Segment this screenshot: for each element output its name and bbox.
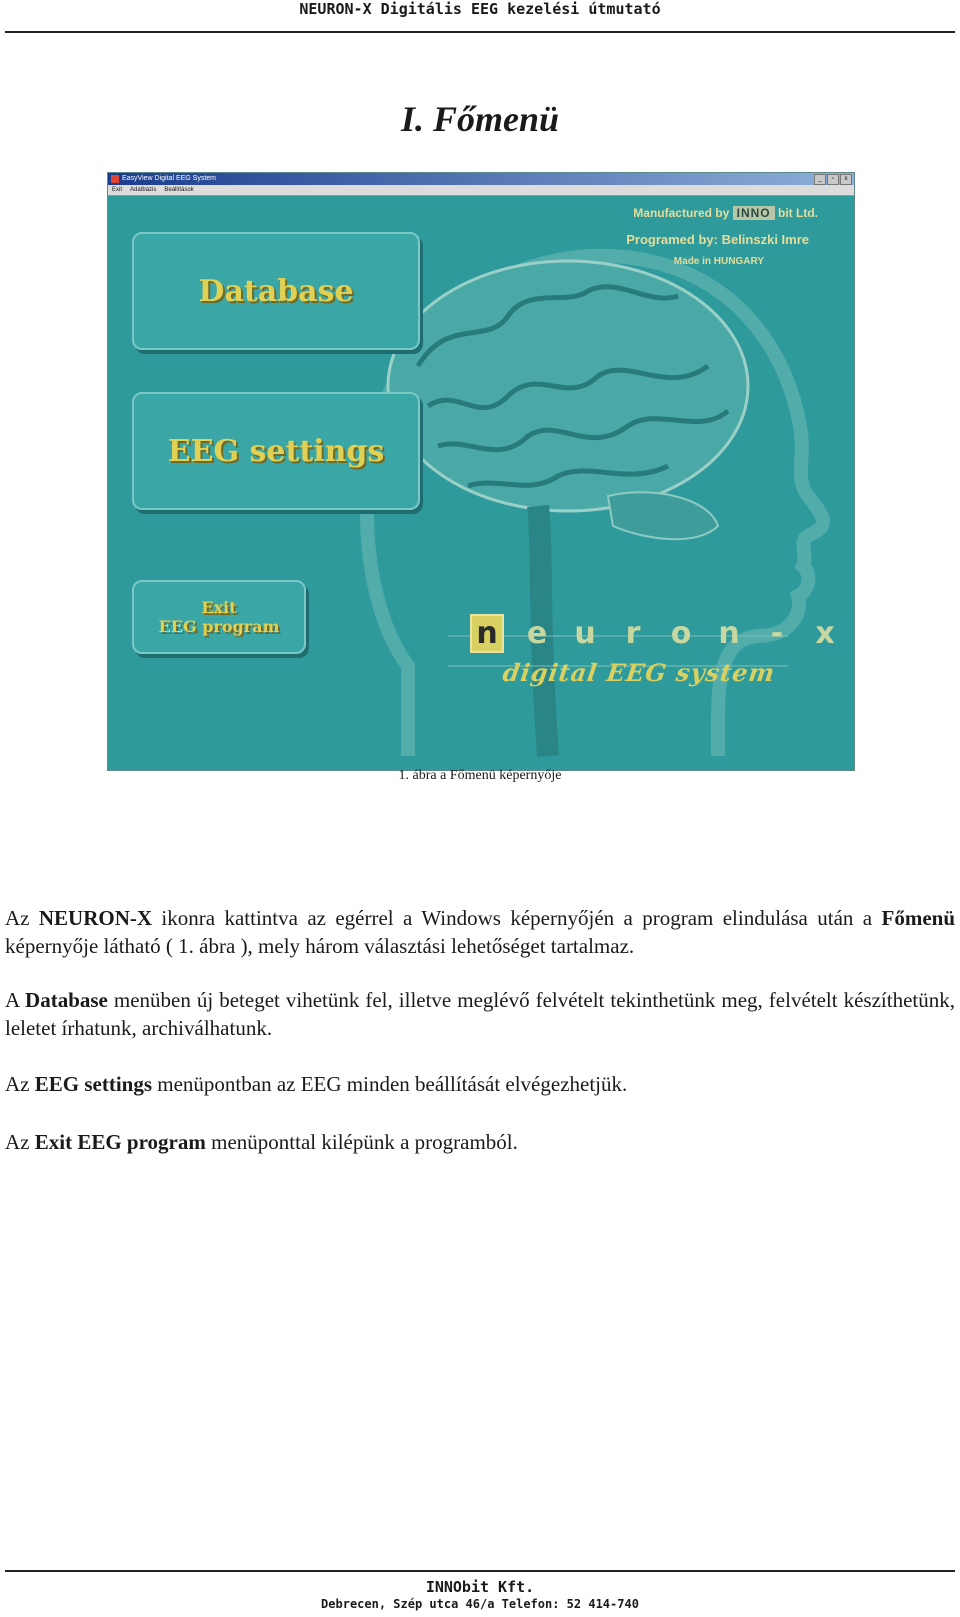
text-run: menüpontban az EEG minden beállítását elvégezhetjük. bbox=[152, 1072, 628, 1096]
bold-database: Database bbox=[25, 988, 108, 1012]
credit-made-in: Made in HUNGARY bbox=[673, 256, 764, 267]
window-controls bbox=[814, 174, 852, 185]
bold-fomenu: Főmenü bbox=[881, 906, 955, 930]
exit-button-label-line1: Exit bbox=[201, 598, 237, 617]
footer-address: Debrecen, Szép utca 46/a Telefon: 52 414-740 bbox=[321, 1597, 639, 1611]
bold-exit-eeg-program: Exit EEG program bbox=[34, 1130, 206, 1154]
database-button-label: Database bbox=[198, 273, 354, 309]
brand-bit: bit bbox=[777, 206, 793, 220]
logo-tagline: digital EEG system bbox=[500, 658, 778, 687]
logo-letter: n bbox=[470, 614, 504, 653]
text-run: ikonra kattintva az egérrel a Windows képernyőjén a program elindulása után a bbox=[152, 906, 882, 930]
brand-inno: INNO bbox=[733, 206, 775, 220]
eeg-settings-button-label: EEG settings bbox=[167, 433, 385, 469]
bold-neuron-x: NEURON-X bbox=[38, 906, 153, 930]
logo-letter: e bbox=[526, 616, 548, 651]
paragraph-database bbox=[5, 986, 955, 1042]
paragraph-exit bbox=[5, 1128, 955, 1156]
brand-suffix: Ltd. bbox=[796, 206, 818, 220]
footer-company: INNObit Kft. bbox=[425, 1578, 535, 1596]
footer-rule bbox=[5, 1570, 955, 1572]
page-header: NEURON-X Digitális EEG kezelési útmutató bbox=[299, 0, 661, 18]
minimize-icon[interactable]: _ bbox=[814, 174, 826, 185]
logo-letter: n bbox=[718, 616, 740, 651]
window-title: EasyView Digital EEG System bbox=[122, 175, 217, 182]
credit-manufacturer bbox=[633, 206, 818, 220]
window-titlebar bbox=[108, 173, 854, 185]
text-run: menüponttal kilépünk a programból. bbox=[205, 1130, 518, 1154]
text-run: A bbox=[5, 988, 26, 1012]
exit-button-label-line2: EEG program bbox=[158, 617, 280, 636]
bold-eeg-settings: EEG settings bbox=[34, 1072, 153, 1096]
close-icon[interactable]: x bbox=[840, 174, 852, 185]
paragraph-intro bbox=[5, 904, 955, 960]
credit-manufactured-by: Manufactured by bbox=[633, 206, 730, 220]
credit-programmer: Programed by: Belinszki Imre bbox=[626, 232, 809, 247]
text-run: képernyője látható ( 1. ábra ), mely három választási lehetőséget tartalmaz. bbox=[5, 934, 635, 958]
logo-letter: o bbox=[670, 616, 692, 651]
paragraph-eeg-settings bbox=[5, 1070, 955, 1098]
logo-letter: - bbox=[770, 616, 784, 651]
main-menu-canvas bbox=[108, 196, 854, 770]
menu-item-exit[interactable]: Exit bbox=[112, 187, 123, 193]
cerebellum bbox=[608, 492, 718, 539]
exit-eeg-program-button[interactable] bbox=[132, 580, 306, 654]
neuron-x-logo bbox=[470, 614, 840, 653]
app-icon bbox=[111, 175, 119, 183]
text-run: Az bbox=[5, 1072, 35, 1096]
main-menu-screenshot bbox=[107, 172, 855, 771]
text-run: Az bbox=[5, 1130, 35, 1154]
text-run: Az bbox=[5, 906, 39, 930]
eeg-settings-button[interactable] bbox=[132, 392, 420, 510]
logo-letter: u bbox=[574, 616, 596, 651]
section-heading: I. Főmenü bbox=[400, 99, 560, 139]
menu-item-database[interactable]: Adatbázis bbox=[130, 187, 157, 193]
logo-letter: x bbox=[815, 616, 835, 651]
window-menubar bbox=[108, 185, 854, 196]
menu-item-settings[interactable]: Beállítások bbox=[164, 187, 194, 193]
logo-letter: r bbox=[625, 616, 641, 651]
database-button[interactable] bbox=[132, 232, 420, 350]
maximize-icon[interactable]: ▫ bbox=[827, 174, 839, 185]
figure-caption: 1. ábra a Főmenü képernyője bbox=[398, 768, 562, 783]
header-rule bbox=[5, 31, 955, 33]
text-run: menüben új beteget vihetünk fel, illetve meglévő felvételt tekinthetünk meg, felvételt készíthetünk, leletet írhatunk, archiválhatunk. bbox=[5, 988, 955, 1040]
